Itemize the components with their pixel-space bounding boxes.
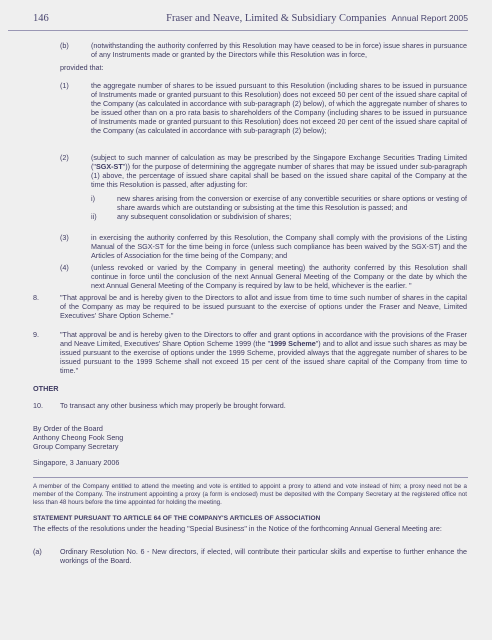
para-b-label: (b) xyxy=(60,41,69,50)
sub-ii-label: ii) xyxy=(91,212,97,221)
res-10-label: 10. xyxy=(33,401,43,410)
header-rule xyxy=(8,30,468,31)
statement-a-text: Ordinary Resolution No. 6 - New directors, if elected, will contribute their particular skills and expertise to further enhance the workings of the Board. xyxy=(60,547,467,565)
item-2-sgx: SGX-ST xyxy=(95,161,123,171)
proxy-note: A member of the Company entitled to attend the meeting and vote is entitled to appoint a proxy to attend and vote instead of him; a proxy need not be a member of the Company. The instrument appointing a proxy (a form is enclosed) must be deposited with the Company Secretary at the registered office not less than 48 hours before the time appointed for holding the meeting. xyxy=(33,483,467,506)
sub-i-label: i) xyxy=(91,194,95,203)
item-3-text: in exercising the authority conferred by this Resolution, the Company shall comply with the provisions of the Listing Manual of the SGX-ST for the time being in force (unless such compliance has been waived by the SGX-ST) and the Articles of Association for the time being of the Company; and xyxy=(91,233,467,260)
item-4-label: (4) xyxy=(60,263,69,272)
res-9-scheme: 1999 Scheme xyxy=(270,338,316,348)
item-2-label: (2) xyxy=(60,153,69,162)
signature-date: Singapore, 3 January 2006 xyxy=(33,458,120,467)
page-header xyxy=(33,13,468,29)
item-2-text-a: (subject to such manner of calculation as may be prescribed by the Singapore Exchange Securities Trading Limited (" xyxy=(91,153,467,171)
res-9-text-a: "That approval be and is hereby given to the Directors to offer and grant options in accordance with the provisions of the Fraser and Neave Limited, Executives' Share Option Scheme 1999 (the " xyxy=(60,330,467,348)
running-title xyxy=(166,13,468,24)
para-b-text: (notwithstanding the authority conferred by this Resolution may have ceased to be in force) issue shares in pursuance of any Instruments made or granted by the Directors while this Resolution was in force, xyxy=(91,41,467,59)
res-8-label: 8. xyxy=(33,293,39,302)
statement-intro: The effects of the resolutions under the heading "Special Business" in the Notice of the forthcoming Annual General Meeting are: xyxy=(33,524,442,533)
item-2-text-b: ")) for the purpose of determining the aggregate number of shares that may be issued under sub-paragraph (1) above, the percentage of issued share capital shall be based on the issued share capital of the Company at the time this Resolution is passed, after adjusting for: xyxy=(91,161,467,189)
res-9-text xyxy=(60,331,467,376)
item-1-label: (1) xyxy=(60,81,69,90)
company-name: Fraser and Neave, Limited & Subsidiary Companies xyxy=(166,13,387,24)
res-10-text: To transact any other business which may properly be brought forward. xyxy=(60,401,286,410)
signature-line-1: By Order of the Board xyxy=(33,424,103,433)
signature-line-3: Group Company Secretary xyxy=(33,442,119,451)
item-1-text: the aggregate number of shares to be issued pursuant to this Resolution (including shares to be issued in pursuance of Instruments made or granted pursuant to this Resolution) does not exceed 50 per cent of the issued share capital of the Company (as calculated in accordance with sub-paragraph (2) below), of which the aggregate number of shares to be issued other than on a pro rata basis to shareholders of the Company (including shares to be issued in pursuance of Instruments made or granted pursuant to this Resolution) does not exceed 20 per cent of the issued share capital of the Company (as calculated in accordance with sub-paragraph (2) below); xyxy=(91,81,467,135)
res-8-text: "That approval be and is hereby given to the Directors to allot and issue from time to time such number of shares in the capital of the Company as may be required to be issued pursuant to the exercise of options under the Fraser and Neave, Limited Executives' Share Option Scheme." xyxy=(60,293,467,320)
page-number: 146 xyxy=(33,13,49,24)
report-name: Annual Report 2005 xyxy=(391,13,468,23)
statement-a-label: (a) xyxy=(33,547,42,556)
provided-that: provided that: xyxy=(60,63,104,72)
signature-line-2: Anthony Cheong Fook Seng xyxy=(33,433,124,442)
statement-heading: STATEMENT PURSUANT TO ARTICLE 64 OF THE COMPANY'S ARTICLES OF ASSOCIATION xyxy=(33,515,321,522)
item-2-text xyxy=(91,154,467,190)
res-9-text-b: ") and to allot and issue such shares as may be issued pursuant to the exercise of options under the 1999 Scheme, provided always that the aggregate number of shares to be issued pursuant to the 1999 Scheme shall not exceed 15 per cent of the issued share capital of the Company from time to time." xyxy=(60,338,467,375)
other-heading: OTHER xyxy=(33,384,59,393)
sub-ii-text: any subsequent consolidation or subdivision of shares; xyxy=(117,212,292,221)
item-3-label: (3) xyxy=(60,233,69,242)
res-9-label: 9. xyxy=(33,330,39,339)
item-4-text: (unless revoked or varied by the Company in general meeting) the authority conferred by this Resolution shall continue in force until the conclusion of the next Annual General Meeting of the Company or the date by which the next Annual General Meeting of the Company is required by law to be held, whichever is the earlier. " xyxy=(91,263,467,290)
sub-i-text: new shares arising from the conversion or exercise of any convertible securities or share options or vesting of share awards which are outstanding or subsisting at the time this Resolution is passed; and xyxy=(117,194,467,212)
section-rule xyxy=(33,477,468,478)
